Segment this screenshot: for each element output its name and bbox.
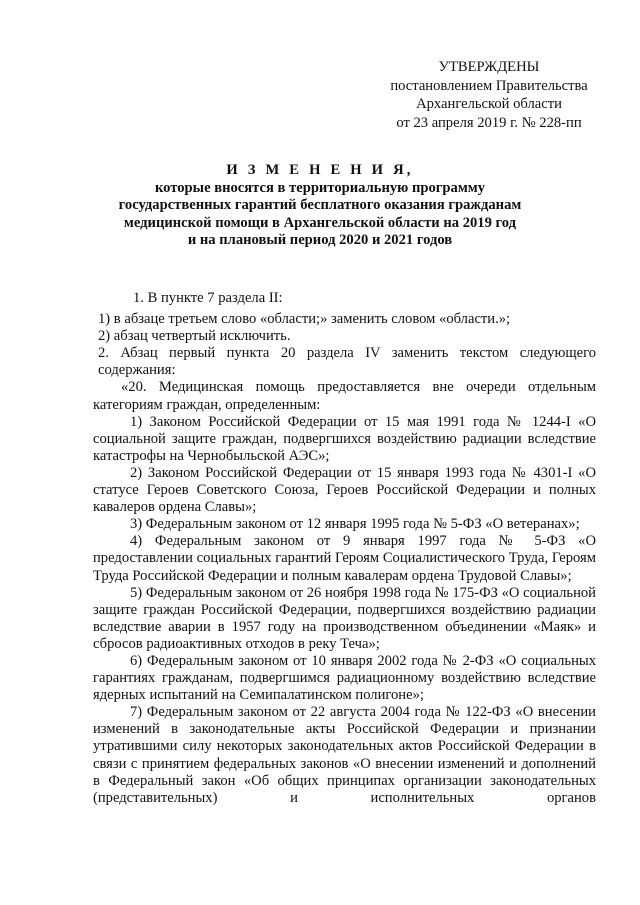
approval-date-number: от 23 апреля 2019 г. № 228-пп [396,114,582,131]
document-subtitle-line: и на плановый период 2020 и 2021 годов [187,232,453,248]
approval-line: постановлением Правительства [390,77,588,94]
document-heading [110,162,530,250]
document-subtitle-line: которые вносятся в территориальную программу [154,179,486,196]
paragraph-law-5: 5) Федеральным законом от 26 ноября 1998 года № 175-ФЗ «О социальной защите граждан Российской Федерации, подвергшихся воздействию радиации вследствие аварии в 1957 году на производственном объединении «Маяк» и сбросов радиоактивных отходов в реку Теча»; [93,584,596,652]
paragraph-law-7: 7) Федеральным законом от 22 августа 2004 года № 122-ФЗ «О внесении изменений в законодательные акты Российской Федерации и признании утратившими силу некоторых законодательных актов Российской Федерации в связи с принятием федеральных законов «О внесении изменений и дополнений в Федеральный закон «Об общих принципах организации законодательных (представительных) и исполнительных органов [93,704,596,806]
paragraph-law-2: 2) Законом Российской Федерации от 15 января 1993 года № 4301-I «О статусе Героев Советского Союза, Героев Российской Федерации и полных кавалеров ордена Славы»; [93,464,596,516]
paragraph-law-3: 3) Федеральным законом от 12 января 1995 года № 5-ФЗ «О ветеранах»; [130,516,580,533]
paragraph-subitem-2: 2) абзац четвертый исключить. [98,328,291,345]
paragraph-law-1: 1) Законом Российской Федерации от 15 мая 1991 года № 1244-I «О социальной защите граждан, подвергшихся воздействию радиации вследствие катастрофы на Чернобыльской АЭС»; [93,413,596,464]
paragraph-item-1: 1. В пункте 7 раздела II: [133,290,283,306]
paragraph-item-2: 2. Абзац первый пункта 20 раздела IV заменить текстом следующего содержания: [98,345,596,379]
document-title: И З М Е Н Е Н И Я, [226,162,414,178]
paragraph-quote-20: «20. Медицинская помощь предоставляется вне очереди отдельным категориям граждан, определенным: [93,379,596,413]
approval-line: Архангельской области [416,96,562,112]
paragraph-law-4: 4) Федеральным законом от 9 января 1997 года № 5-ФЗ «О предоставлении социальных гарантий Героям Социалистического Труда, Героям Труда Российской Федерации и полным кавалерам ордена Трудовой Славы»; [93,533,596,584]
document-subtitle-line: государственных гарантий бесплатного оказания гражданам [118,197,522,213]
approval-title: УТВЕРЖДЕНЫ [438,59,540,75]
paragraph-law-6: 6) Федеральным законом от 10 января 2002 года № 2-ФЗ «О социальных гарантиях гражданам, подвергшимся радиационному воздействию вследствие ядерных испытаний на Семипалатинском полигоне»; [93,652,596,704]
document-body [93,290,596,807]
document-subtitle-line: медицинской помощи в Архангельской области на 2019 год [123,214,517,231]
paragraph-subitem-1: 1) в абзаце третьем слово «области;» заменить словом «области.»; [98,311,511,328]
approval-stamp [378,58,600,132]
